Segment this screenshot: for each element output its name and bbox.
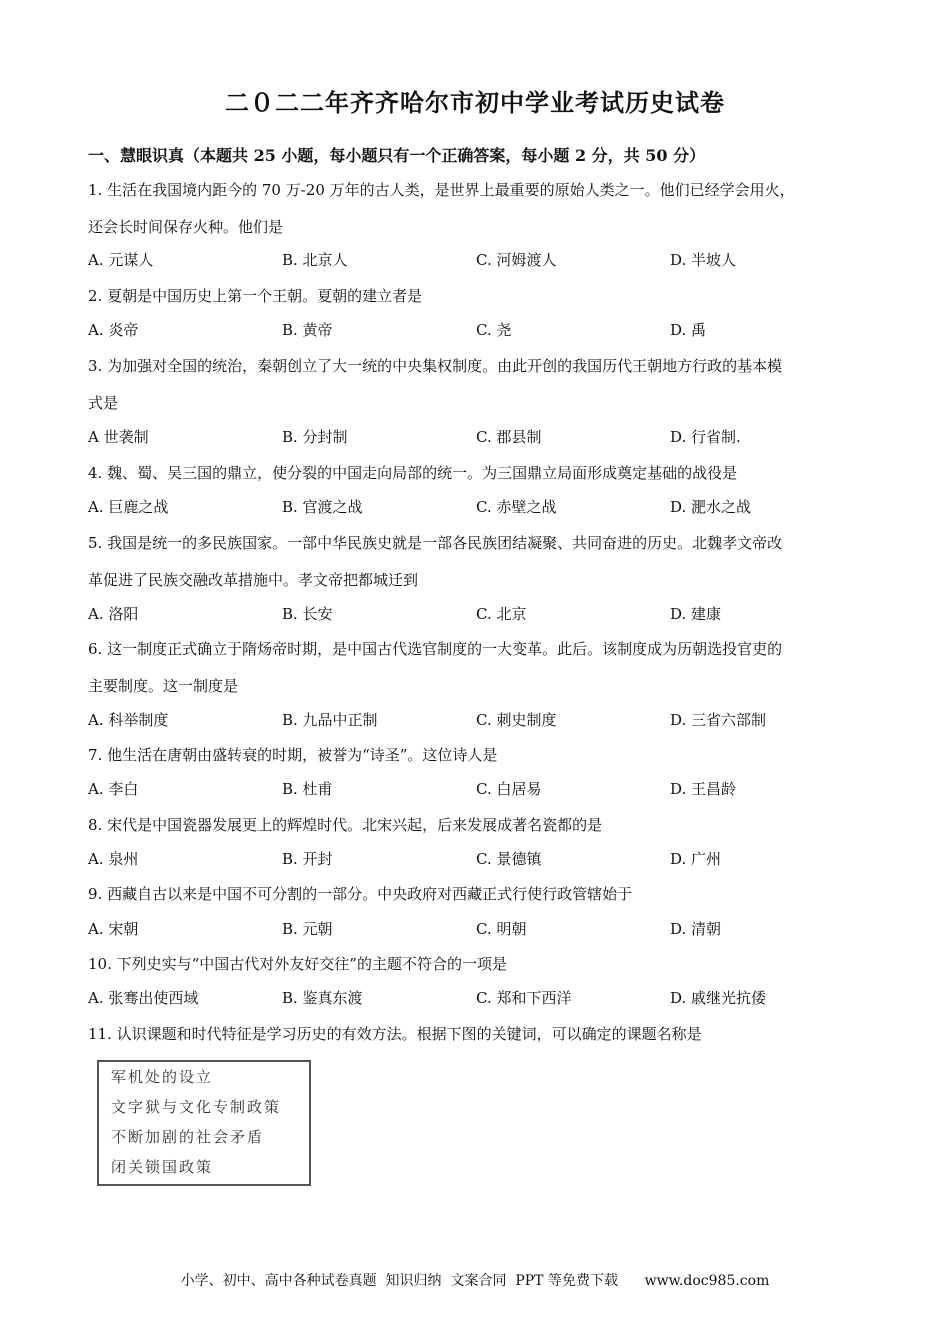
page-footer: 小学、初中、高中各种试卷真题 知识归纳 文案合同 PPT 等免费下载 www.doc985.com (180, 1273, 770, 1289)
option-d: D. 王昌龄 (670, 780, 737, 798)
option-a: A. 宋朝 (88, 920, 139, 938)
keyword-2: 文字狱与文化专制政策 (111, 1098, 282, 1116)
question-9-line-1: 9. 西藏自古以来是中国不可分割的一部分。中央政府对西藏正式行使行政管辖始于 (88, 885, 633, 903)
question-3-line-1: 3. 为加强对全国的统治，秦朝创立了大一统的中央集权制度。由此开创的我国历代王朝地方行政的基本模 (88, 357, 783, 375)
option-c: C. 赤壁之战 (476, 498, 557, 516)
option-c: C. 尧 (476, 321, 512, 339)
question-5-options (88, 604, 868, 624)
question-2-line-1: 2. 夏朝是中国历史上第一个王朝。夏朝的建立者是 (88, 287, 423, 305)
keyword-box (97, 1060, 311, 1186)
section-heading: 一、慧眼识真（本题共 25 小题，每小题只有一个正确答案，每小题 2 分，共 50 分） (88, 146, 706, 165)
question-1-options (88, 250, 868, 270)
option-d: D. 清朝 (670, 920, 722, 938)
question-3-options (88, 427, 868, 447)
option-a: A. 泉州 (88, 850, 139, 868)
option-a: A. 科举制度 (88, 711, 169, 729)
question-11-line-1: 11. 认识课题和时代特征是学习历史的有效方法。根据下图的关键词，可以确定的课题名称是 (88, 1025, 702, 1043)
option-b: B. 元朝 (282, 920, 333, 938)
question-6-line-2: 主要制度。这一制度是 (88, 677, 239, 695)
question-1-line-1: 1. 生活在我国境内距今的 70 万-20 万年的古人类，是世界上最重要的原始人类之一。他们已经学会用火， (88, 181, 795, 199)
keyword-4: 闭关锁国政策 (111, 1158, 214, 1176)
option-b: B. 官渡之战 (282, 498, 363, 516)
option-a: A 世袭制 (88, 428, 149, 446)
option-d: D. 禹 (670, 321, 707, 339)
keyword-3: 不断加剧的社会矛盾 (111, 1128, 265, 1146)
question-4-options (88, 497, 868, 517)
question-3-line-2: 式是 (88, 394, 119, 412)
option-a: A. 巨鹿之战 (88, 498, 169, 516)
option-d: D. 广州 (670, 850, 722, 868)
option-c: C. 刺史制度 (476, 711, 557, 729)
option-b: B. 长安 (282, 605, 333, 623)
option-d: D. 淝水之战 (670, 498, 752, 516)
question-5-line-2: 革促进了民族交融改革措施中。孝文帝把都城迁到 (88, 571, 419, 589)
option-d: D. 建康 (670, 605, 722, 623)
option-b: B. 北京人 (282, 251, 348, 269)
question-2-options (88, 320, 868, 340)
option-d: D. 行省制. (670, 428, 741, 446)
option-d: D. 戚继光抗倭 (670, 989, 767, 1007)
option-b: B. 开封 (282, 850, 333, 868)
option-c: C. 北京 (476, 605, 527, 623)
option-b: B. 分封制 (282, 428, 348, 446)
option-c: C. 景德镇 (476, 850, 542, 868)
option-a: A. 元谋人 (88, 251, 154, 269)
question-7-line-1: 7. 他生活在唐朝由盛转衰的时期，被誉为“诗圣”。这位诗人是 (88, 746, 498, 764)
question-8-line-1: 8. 宋代是中国瓷器发展更上的辉煌时代。北宋兴起，后来发展成著名瓷都的是 (88, 816, 603, 834)
option-a: A. 李白 (88, 780, 139, 798)
question-9-options (88, 919, 868, 939)
option-b: B. 鉴真东渡 (282, 989, 363, 1007)
question-5-line-1: 5. 我国是统一的多民族国家。一部中华民族史就是一部各民族团结凝聚、共同奋进的历史。北魏孝文帝改 (88, 534, 783, 552)
option-a: A. 炎帝 (88, 321, 139, 339)
option-a: A. 张骞出使西域 (88, 989, 199, 1007)
question-4-line-1: 4. 魏、蜀、吴三国的鼎立，使分裂的中国走向局部的统一。为三国鼎立局面形成奠定基础的战役是 (88, 464, 738, 482)
option-a: A. 洛阳 (88, 605, 139, 623)
question-7-options (88, 779, 868, 799)
question-1-line-2: 还会长时间保存火种。他们是 (88, 218, 284, 236)
question-6-options (88, 710, 868, 730)
question-8-options (88, 849, 868, 869)
option-c: C. 明朝 (476, 920, 527, 938)
question-6-line-1: 6. 这一制度正式确立于隋炀帝时期，是中国古代选官制度的一大变革。此后。该制度成为历朝选投官吏的 (88, 640, 783, 658)
question-10-options (88, 988, 868, 1008)
option-c: C. 白居易 (476, 780, 542, 798)
option-c: C. 郡县制 (476, 428, 542, 446)
exam-title: 二０二二年齐齐哈尔市初中学业考试历史试卷 (225, 88, 725, 117)
option-b: B. 黄帝 (282, 321, 333, 339)
option-d: D. 半坡人 (670, 251, 737, 269)
option-c: C. 河姆渡人 (476, 251, 557, 269)
option-d: D. 三省六部制 (670, 711, 767, 729)
option-c: C. 郑和下西洋 (476, 989, 572, 1007)
option-b: B. 杜甫 (282, 780, 333, 798)
question-10-line-1: 10. 下列史实与“中国古代对外友好交往”的主题不符合的一项是 (88, 955, 507, 973)
keyword-1: 军机处的设立 (111, 1068, 214, 1086)
option-b: B. 九品中正制 (282, 711, 378, 729)
